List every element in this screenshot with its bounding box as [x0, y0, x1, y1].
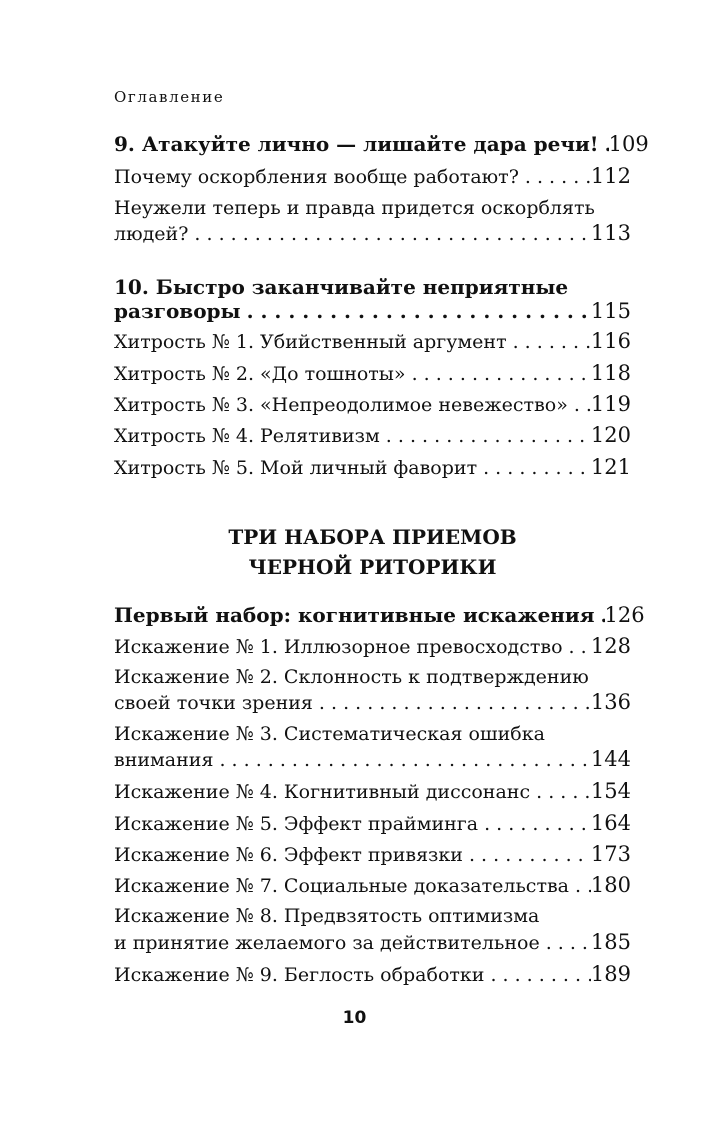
toc-chapter-10[interactable]	[114, 299, 631, 323]
entry-title-line1: Неужели теперь и правда придется оскорблять	[114, 197, 595, 219]
page-number: 109	[608, 132, 649, 156]
toc-entry[interactable]	[114, 392, 631, 417]
dot-leader	[380, 424, 591, 448]
toc-entry[interactable]	[114, 423, 631, 448]
entry-title-line2: и принятие желаемого за действительное	[114, 932, 540, 954]
entry-title: Искажение № 4. Когнитивный диссонанс	[114, 781, 531, 803]
page-number: 115	[590, 299, 631, 323]
dot-leader	[478, 812, 591, 836]
toc-entry[interactable]	[114, 779, 631, 804]
entry-title: Искажение № 7. Социальные доказательства	[114, 875, 569, 897]
page-number: 164	[590, 811, 631, 835]
toc-entry[interactable]	[114, 361, 631, 386]
toc-entry[interactable]	[114, 634, 631, 659]
toc-entry[interactable]	[114, 747, 631, 772]
dot-leader	[477, 456, 591, 480]
chapter-title: 9. Атакуйте лично — лишайте дара речи!	[114, 132, 599, 156]
entry-title: Хитрость № 5. Мой личный фаворит	[114, 457, 478, 479]
entry-title-line1: Искажение № 2. Склонность к подтверждению	[114, 666, 589, 688]
page-number: 136	[590, 690, 631, 714]
page-number: 185	[590, 930, 631, 954]
entry-title-line2: своей точки зрения	[114, 692, 313, 714]
entry-title: Искажение № 5. Эффект прайминга	[114, 813, 479, 835]
page-number: 119	[590, 392, 631, 416]
dot-leader	[563, 635, 591, 659]
part-heading-line2: ЧЕРНОЙ РИТОРИКИ	[248, 555, 497, 579]
toc-entry[interactable]	[114, 962, 631, 987]
page-number: 120	[590, 423, 631, 447]
dot-leader	[463, 843, 591, 867]
dot-leader	[313, 691, 591, 715]
toc-entry[interactable]	[114, 164, 631, 189]
chapter-title-line2: разговоры	[114, 299, 241, 323]
page-number: 144	[590, 747, 631, 771]
dot-leader	[188, 222, 591, 246]
running-head: Оглавление	[114, 88, 225, 106]
toc-set-1[interactable]	[114, 603, 645, 627]
toc-entry[interactable]	[114, 690, 631, 715]
toc-entry[interactable]	[114, 873, 631, 898]
entry-title: Искажение № 1. Иллюзорное превосходство	[114, 636, 563, 658]
dot-leader	[241, 299, 591, 323]
page-number: 116	[590, 329, 631, 353]
entry-title: Искажение № 9. Беглость обработки	[114, 964, 485, 986]
entry-title: Искажение № 6. Эффект привязки	[114, 844, 463, 866]
toc-chapter-9[interactable]	[114, 132, 649, 156]
page-number: 113	[590, 221, 631, 245]
entry-title: Хитрость № 1. Убийственный аргумент	[114, 331, 507, 353]
entry-title: Хитрость № 4. Релятивизм	[114, 425, 380, 447]
dot-leader	[540, 931, 591, 955]
dot-leader	[599, 132, 609, 156]
page-number: 126	[604, 603, 645, 627]
dot-leader	[569, 874, 591, 898]
toc-entry[interactable]	[114, 811, 631, 836]
set-title: Первый набор: когнитивные искажения	[114, 603, 595, 627]
entry-title-line1: Искажение № 3. Систематическая ошибка	[114, 723, 545, 745]
dot-leader	[568, 393, 591, 417]
page-number: 118	[590, 361, 631, 385]
page-number: 173	[590, 842, 631, 866]
dot-leader	[213, 748, 590, 772]
toc-entry[interactable]	[114, 930, 631, 955]
chapter-title-line1: 10. Быстро заканчивайте неприятные	[114, 275, 569, 299]
toc-entry[interactable]	[114, 329, 631, 354]
dot-leader	[595, 603, 605, 627]
page-number: 180	[590, 873, 631, 897]
toc-entry[interactable]	[114, 842, 631, 867]
dot-leader	[519, 165, 591, 189]
entry-title-line2: внимания	[114, 749, 214, 771]
entry-title-line2: людей?	[114, 223, 189, 245]
page-number: 128	[590, 634, 631, 658]
dot-leader	[406, 362, 591, 386]
dot-leader	[530, 780, 591, 804]
entry-title-line1: Искажение № 8. Предвзятость оптимизма	[114, 905, 540, 927]
page-number: 112	[590, 164, 631, 188]
dot-leader	[484, 963, 590, 987]
toc-entry[interactable]	[114, 455, 631, 480]
entry-title: Хитрость № 2. «До тошноты»	[114, 363, 406, 385]
entry-title: Почему оскорбления вообще работают?	[114, 166, 519, 188]
page-folio: 10	[342, 1008, 367, 1028]
entry-title: Хитрость № 3. «Непреодолимое невежество»	[114, 394, 568, 416]
toc-entry[interactable]	[114, 221, 631, 246]
page-number: 154	[590, 779, 631, 803]
dot-leader	[507, 330, 591, 354]
page-number: 121	[590, 455, 631, 479]
part-heading-line1: ТРИ НАБОРА ПРИЕМОВ	[228, 525, 517, 549]
page-number: 189	[590, 962, 631, 986]
